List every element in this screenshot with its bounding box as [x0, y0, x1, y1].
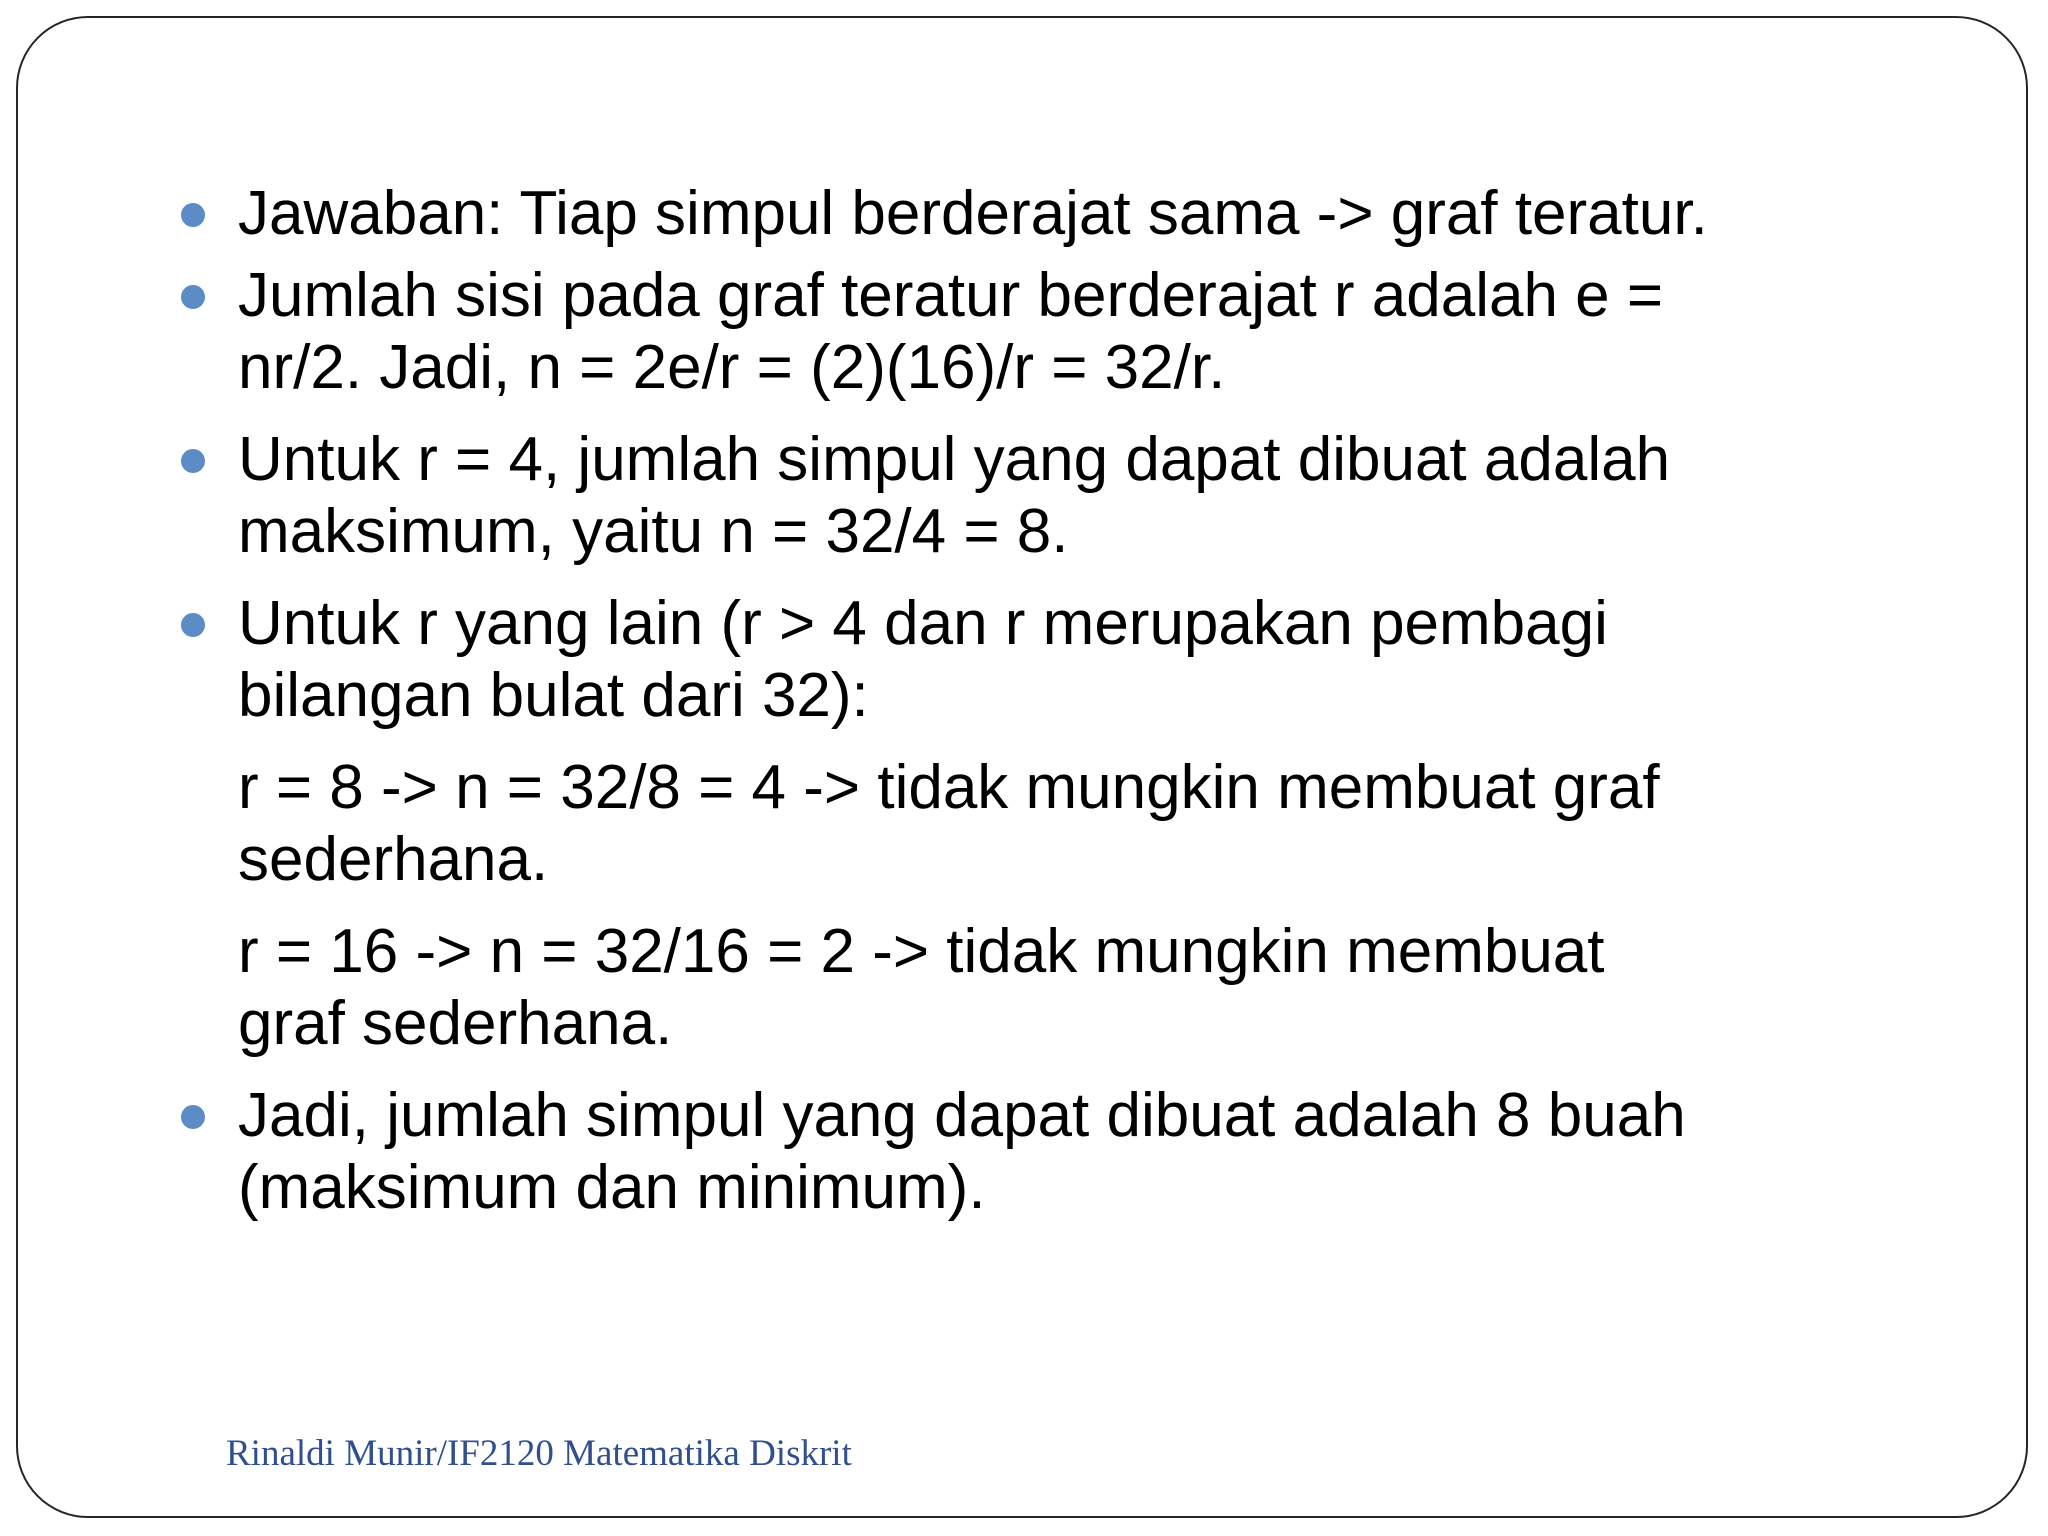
paragraph-line: Untuk r yang lain (r > 4 dan r merupakan pembagi: [238, 589, 1608, 658]
slide-frame: [16, 16, 2028, 1518]
bullet-dot-icon: [181, 1105, 205, 1129]
paragraph-line: r = 16 -> n = 32/16 = 2 -> tidak mungkin membuat: [238, 917, 1605, 986]
paragraph-line: Jadi, jumlah simpul yang dapat dibuat adalah 8 buah: [238, 1081, 1686, 1150]
paragraph-line: Jumlah sisi pada graf teratur berderajat r adalah e =: [238, 261, 1664, 330]
bullet-dot-icon: [181, 285, 205, 309]
paragraph-line: Jawaban: Tiap simpul berderajat sama -> graf teratur.: [238, 179, 1708, 248]
paragraph-line: Untuk r = 4, jumlah simpul yang dapat dibuat adalah: [238, 425, 1671, 494]
paragraph-line: r = 8 -> n = 32/8 = 4 -> tidak mungkin membuat graf: [238, 753, 1660, 822]
paragraph-line: (maksimum dan minimum).: [238, 1153, 986, 1222]
sub-paragraph-2: [238, 916, 1918, 1060]
paragraph-line: graf sederhana.: [238, 989, 673, 1058]
paragraph-line: sederhana.: [238, 825, 549, 894]
slide-footer: Rinaldi Munir/IF2120 Matematika Diskrit: [226, 1433, 852, 1474]
bullet-dot-icon: [181, 449, 205, 473]
bullet-paragraph-5: [238, 1080, 1918, 1224]
paragraph-line: maksimum, yaitu n = 32/4 = 8.: [238, 497, 1069, 566]
bullet-dot-icon: [181, 203, 205, 227]
bullet-paragraph-2: [238, 260, 1918, 404]
slide-content: [18, 18, 2026, 1516]
bullet-dot-icon: [181, 613, 205, 637]
bullet-paragraph-1: [238, 178, 1918, 250]
bullet-paragraph-3: [238, 424, 1918, 568]
bullet-paragraph-4: [238, 588, 1918, 732]
paragraph-line: bilangan bulat dari 32):: [238, 661, 869, 730]
sub-paragraph-1: [238, 752, 1918, 896]
paragraph-line: nr/2. Jadi, n = 2e/r = (2)(16)/r = 32/r.: [238, 333, 1226, 402]
